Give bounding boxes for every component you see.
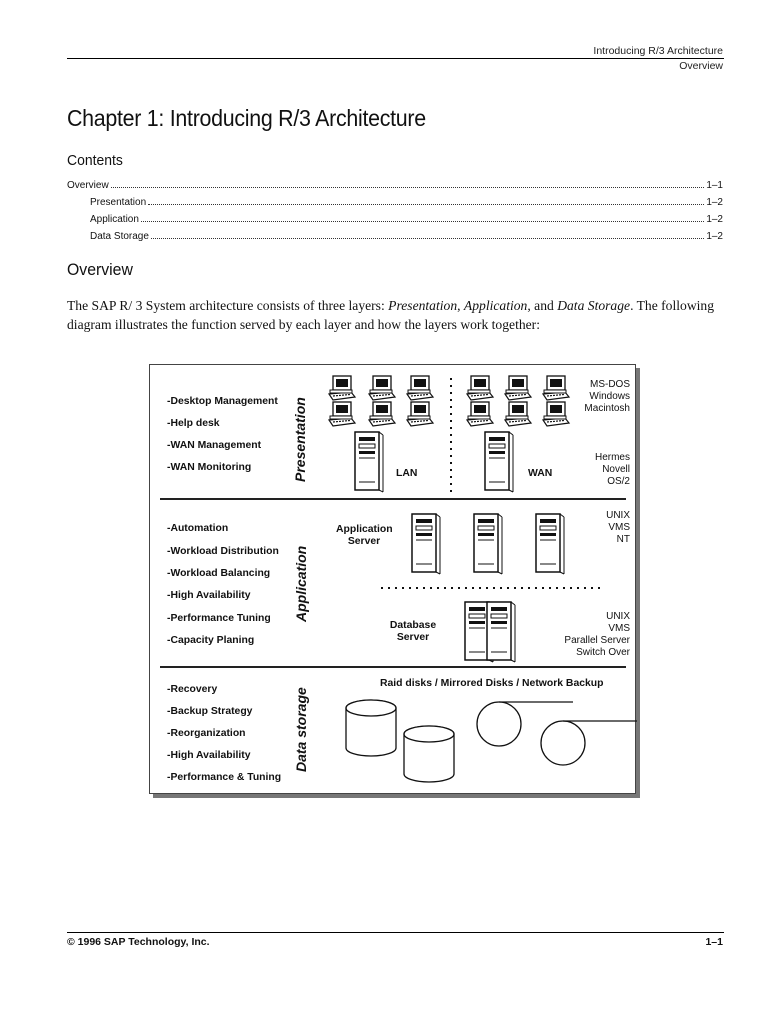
- storage-layer-label: Data storage: [293, 687, 309, 772]
- storage-item: -Reorganization: [167, 728, 246, 739]
- toc-page: 1–2: [706, 197, 723, 208]
- label-line: Server: [396, 632, 430, 643]
- os-name: Windows: [589, 391, 630, 402]
- workstation-icon: [329, 402, 355, 426]
- workstation-icon: [543, 376, 569, 400]
- toc-leader: [141, 221, 704, 222]
- application-item: -Performance Tuning: [167, 613, 271, 624]
- toc-leader: [151, 238, 704, 239]
- raid-disk-icon: [346, 700, 396, 756]
- database-server-icon: [487, 602, 515, 662]
- toc-page: 1–1: [706, 180, 723, 191]
- application-item: -Workload Distribution: [167, 546, 279, 557]
- os-name: Macintosh: [584, 403, 630, 414]
- toc-leader: [111, 187, 705, 188]
- para-emphasis-application: Application: [463, 298, 528, 313]
- toc-leader: [148, 204, 704, 205]
- application-item: -Automation: [167, 523, 229, 534]
- os-name: UNIX: [606, 510, 630, 521]
- toc-entry-overview[interactable]: [67, 178, 723, 191]
- para-text: . The following diagram illustrates the function served by each layer and how the layers work together:: [67, 298, 715, 332]
- workstation-icon: [369, 402, 395, 426]
- label-line: Server: [347, 536, 381, 547]
- para-emphasis-presentation: Presentation: [388, 298, 458, 313]
- workstation-icon: [467, 402, 493, 426]
- workstation-icon: [543, 402, 569, 426]
- wan-server-icon: [485, 432, 513, 492]
- workstation-icon: [467, 376, 493, 400]
- toc-entry-data-storage[interactable]: [90, 229, 723, 242]
- os-name: MS-DOS: [590, 379, 630, 390]
- workstation-icon: [505, 376, 531, 400]
- storage-item: -Backup Strategy: [167, 706, 253, 717]
- application-server-icon: [412, 514, 440, 574]
- storage-item: -Recovery: [167, 684, 218, 695]
- os-name: UNIX: [606, 611, 630, 622]
- para-emphasis-data-storage: Data Storage: [557, 298, 631, 313]
- label-line: Application: [336, 524, 393, 535]
- para-text: , and: [527, 298, 558, 313]
- presentation-item: -WAN Management: [167, 440, 262, 451]
- workstation-icon: [407, 376, 433, 400]
- footer-copyright: © 1996 SAP Technology, Inc.: [67, 936, 210, 948]
- wan-label: WAN: [528, 468, 553, 479]
- toc-title: Application: [90, 214, 139, 225]
- label-line: Database: [389, 620, 437, 631]
- chapter-title: Chapter 1: Introducing R/3 Architecture: [67, 105, 426, 131]
- running-header-section: Overview: [679, 60, 723, 72]
- toc-entry-presentation[interactable]: [90, 195, 723, 208]
- os-name: NT: [616, 534, 630, 545]
- application-item: -High Availability: [167, 590, 251, 601]
- presentation-layer-label: Presentation: [292, 397, 308, 482]
- application-item: -Capacity Planing: [167, 635, 255, 646]
- os-name: VMS: [608, 623, 630, 634]
- os-name: Parallel Server: [564, 635, 630, 646]
- os-name: Switch Over: [576, 647, 630, 658]
- overview-paragraph: [67, 296, 727, 334]
- storage-caption: Raid disks / Mirrored Disks / Network Backup: [380, 678, 604, 689]
- workstation-icon: [407, 402, 433, 426]
- os-name: Novell: [602, 464, 630, 475]
- footer-page-number: 1–1: [705, 936, 723, 948]
- storage-item: -High Availability: [167, 750, 251, 761]
- mirrored-disk-icon: [404, 726, 454, 782]
- os-name: OS/2: [607, 476, 630, 487]
- os-name: VMS: [608, 522, 630, 533]
- toc-page: 1–2: [706, 231, 723, 242]
- lan-label: LAN: [396, 468, 418, 479]
- contents-heading: Contents: [67, 152, 123, 169]
- os-name: Hermes: [594, 452, 630, 463]
- toc-title: Overview: [67, 180, 109, 191]
- diagram-graphics: [149, 364, 639, 796]
- toc-title: Data Storage: [90, 231, 149, 242]
- backup-tape-icon: [541, 721, 637, 765]
- para-text: The SAP R/ 3 System architecture consists of three layers:: [67, 298, 389, 313]
- storage-item: -Performance & Tuning: [167, 772, 282, 783]
- lan-server-icon: [355, 432, 383, 492]
- footer-rule: [67, 932, 724, 933]
- running-header-title: Introducing R/3 Architecture: [593, 45, 723, 57]
- overview-heading: Overview: [67, 260, 133, 279]
- para-text: ,: [457, 298, 464, 313]
- application-server-icon: [474, 514, 502, 574]
- toc-page: 1–2: [706, 214, 723, 225]
- application-item: -Workload Balancing: [167, 568, 271, 579]
- presentation-item: -Desktop Management: [167, 396, 278, 407]
- workstation-icon: [505, 402, 531, 426]
- toc-entry-application[interactable]: [90, 212, 723, 225]
- header-rule: [67, 58, 724, 59]
- toc-title: Presentation: [90, 197, 147, 208]
- application-layer-label: Application: [293, 545, 309, 622]
- presentation-item: -WAN Monitoring: [167, 462, 252, 473]
- workstation-icon: [329, 376, 355, 400]
- application-server-icon: [536, 514, 564, 574]
- workstation-icon: [369, 376, 395, 400]
- presentation-item: -Help desk: [167, 418, 220, 429]
